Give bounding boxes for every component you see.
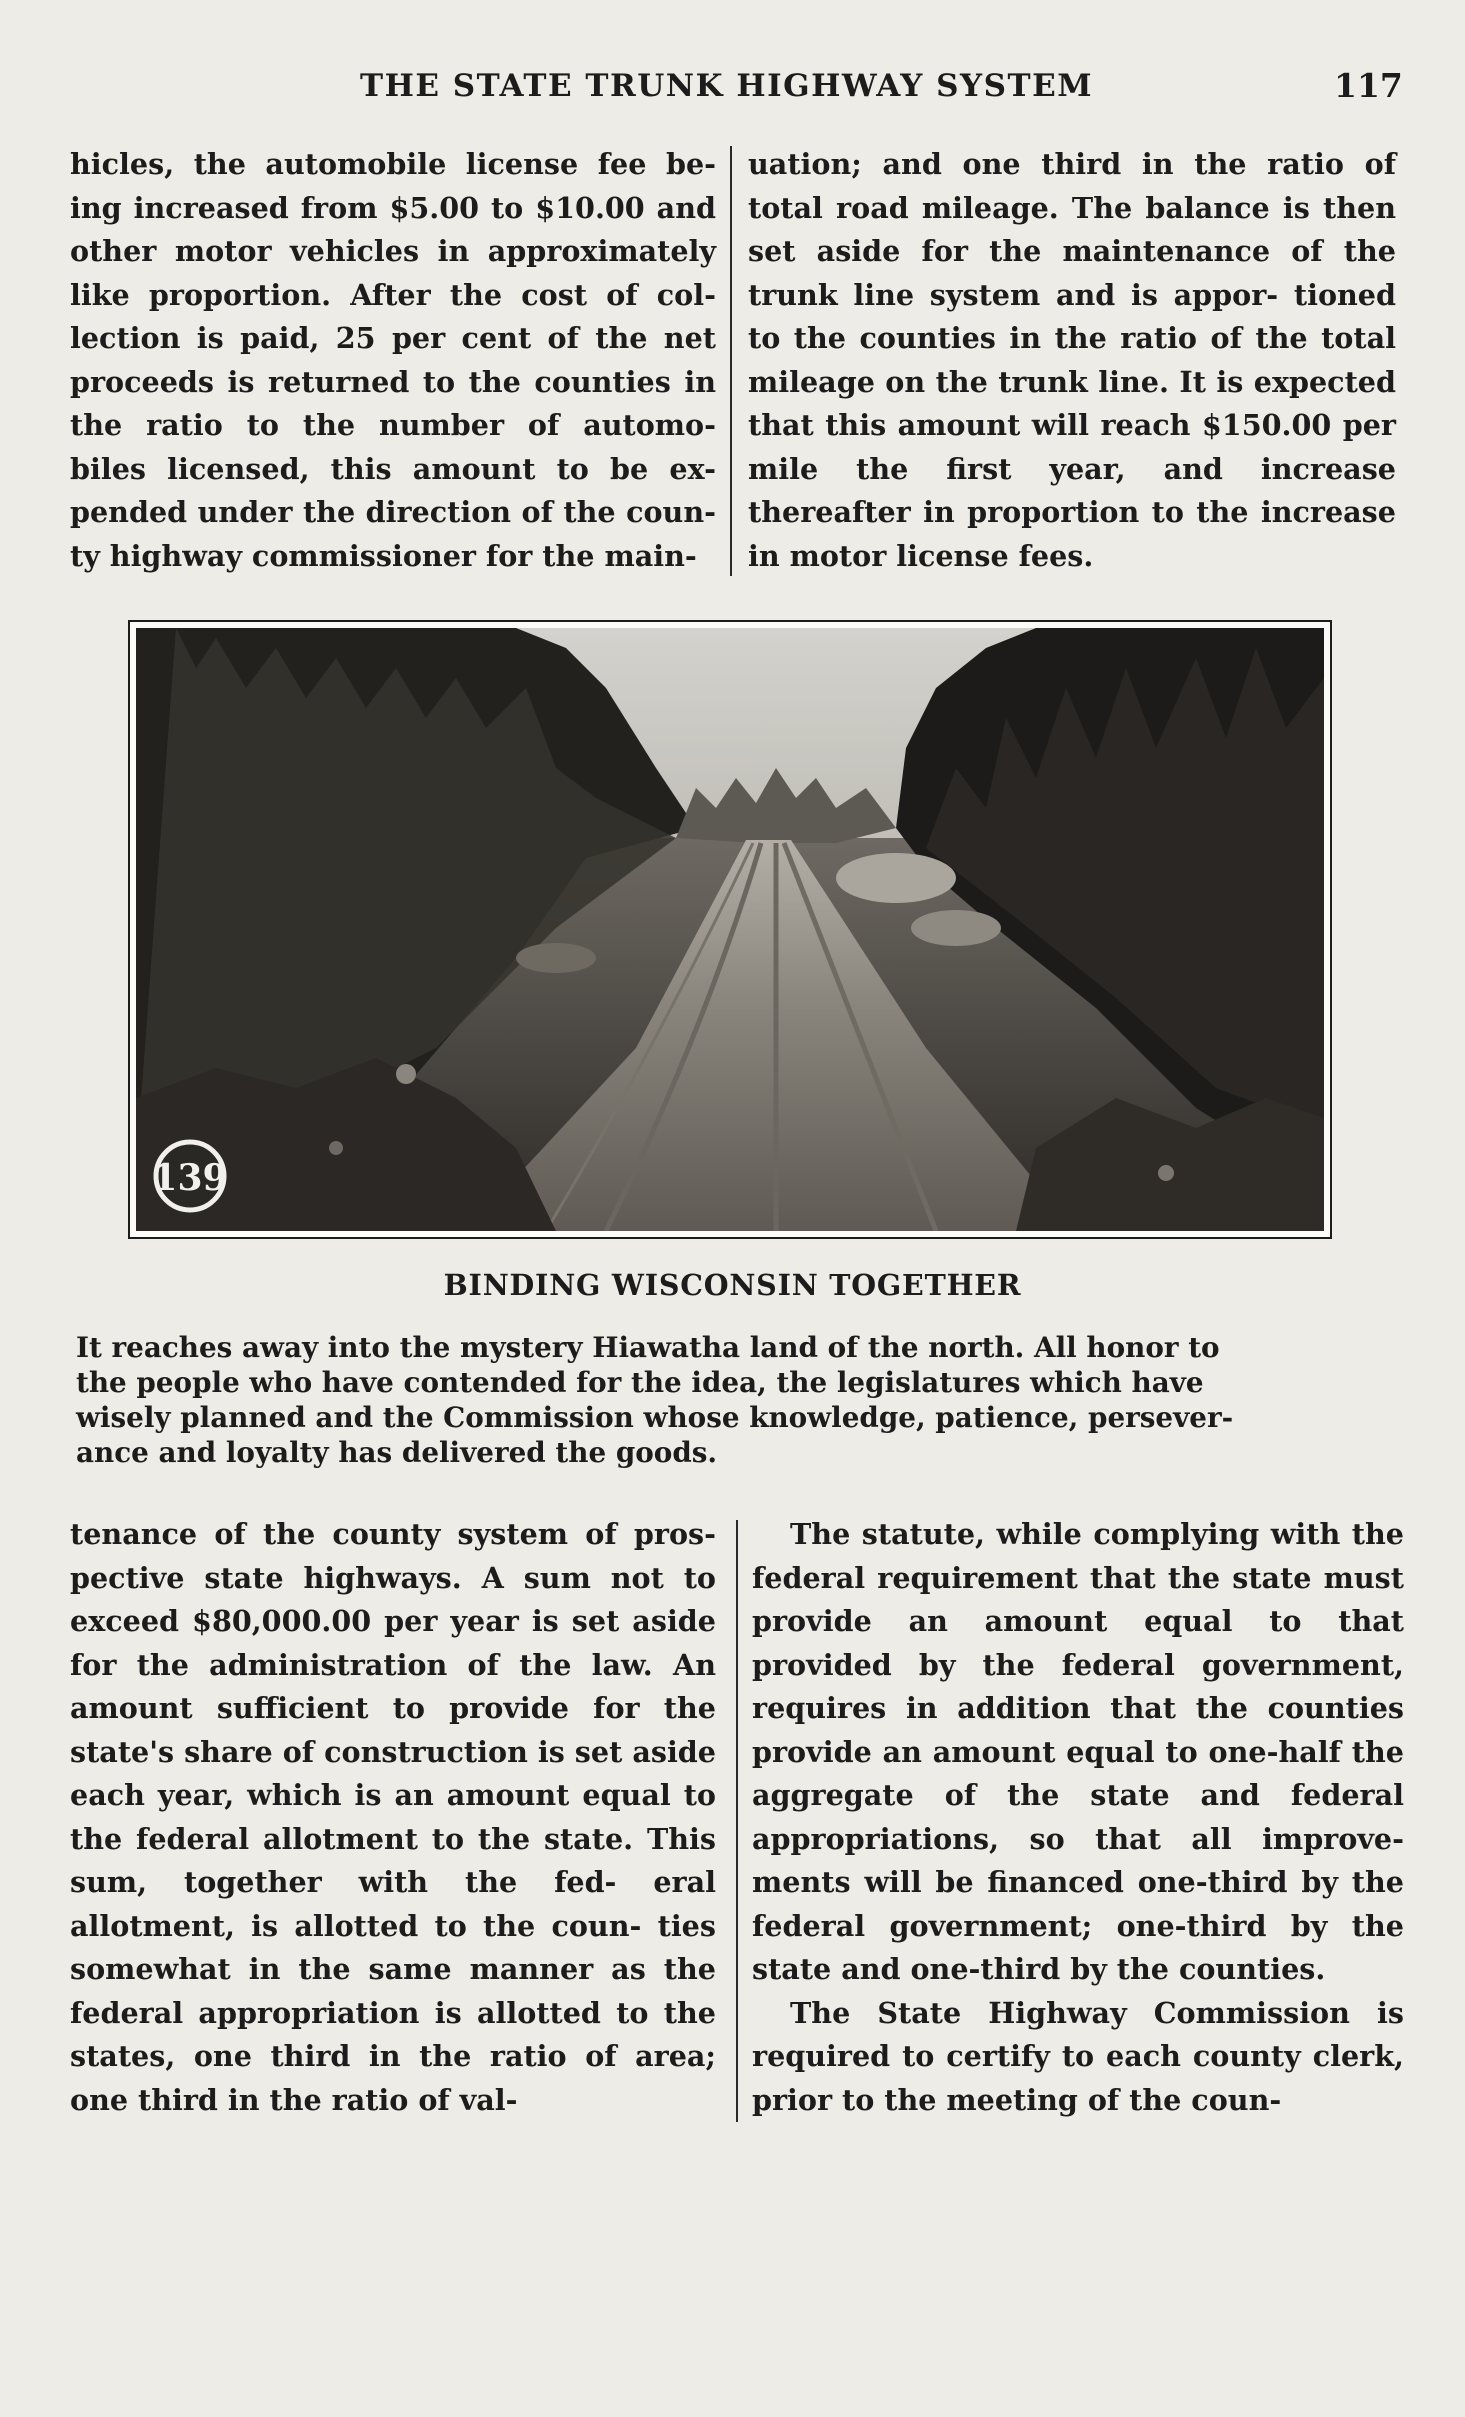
- text-line: in the ratio to the number of automo-: [70, 364, 716, 442]
- photo-number-badge: 139: [152, 1157, 228, 1199]
- text-line: ties somewhat in the same manner as: [70, 1908, 716, 1986]
- bottom-left-column: [70, 1513, 716, 2122]
- text-line: It is expected that this amount will: [748, 364, 1396, 442]
- text-line: pended under the direction of the coun-: [70, 495, 716, 529]
- text-line: ments will be financed one-third by: [752, 1865, 1338, 1899]
- text-line: ing increased from $5.00 to $10.00 and: [70, 190, 716, 225]
- text-line: reach $150.00 per mile the first year,: [748, 408, 1396, 486]
- photo-caption-title: BINDING WISCONSIN TOGETHER: [443, 1268, 1022, 1302]
- text-paragraph: [70, 143, 716, 578]
- top-right-column: [748, 143, 1396, 578]
- text-paragraph: [70, 1513, 716, 2122]
- text-line: then set aside for the maintenance of: [748, 190, 1396, 268]
- text-line: uation; and one third in the ratio of: [748, 147, 1396, 181]
- text-line: the federal appropriation is allotted: [70, 1952, 716, 2030]
- text-line: and increase thereafter in proportion: [748, 451, 1396, 529]
- text-line: equal to the federal allotment to the: [70, 1778, 716, 1856]
- text-line: other motor vehicles in approximately: [70, 234, 716, 268]
- running-title: THE STATE TRUNK HIGHWAY SYSTEM: [360, 68, 1094, 104]
- text-line: the state and one-third by the counties.: [752, 1908, 1404, 1986]
- text-line: the federal requirement that the state: [752, 1517, 1404, 1595]
- text-line: state's share of construction is set: [70, 1734, 623, 1769]
- text-line: provided by the federal government,: [752, 1647, 1404, 1682]
- text-line: requires in addition that the counties: [752, 1691, 1404, 1725]
- column-divider: [736, 1520, 738, 2122]
- text-line: tenance of the county system of pros-: [70, 1517, 716, 1551]
- bottom-right-column: [752, 1513, 1404, 2122]
- text-line: clerk, prior to the meeting of the coun-: [752, 2039, 1404, 2117]
- text-paragraph: [752, 1992, 1404, 2123]
- caption-line: wisely planned and the Commission whose knowledge, patience, persever-: [76, 1401, 1234, 1434]
- text-line: for the administration of the law. An: [70, 1647, 716, 1682]
- text-line: amount sufficient to provide for the: [70, 1691, 716, 1725]
- text-line: must provide an amount equal to that: [752, 1560, 1404, 1638]
- text-line: provide an amount equal to one-half: [752, 1734, 1341, 1769]
- text-paragraph: [752, 1513, 1404, 1992]
- text-line: eral allotment, is allotted to the coun-: [70, 1865, 716, 1943]
- text-line: the federal government; one-third by: [752, 1865, 1404, 1943]
- text-line: required to certify to each county: [752, 2039, 1301, 2073]
- text-line: The State Highway Commission is: [790, 1995, 1404, 2030]
- text-line: lection is paid, 25 per cent of the net: [70, 321, 716, 355]
- text-line: hicles, the automobile license fee be-: [70, 147, 716, 181]
- text-line: appropriations, so that all improve-: [752, 1821, 1404, 1856]
- text-line: total road mileage. The balance is: [748, 190, 1310, 225]
- text-line: biles licensed, this amount to be ex-: [70, 451, 716, 486]
- column-divider: [730, 146, 732, 576]
- text-line: The statute, while complying with: [790, 1517, 1341, 1551]
- road-photograph: [128, 620, 1332, 1239]
- text-line: of area; one third in the ratio of val-: [70, 2039, 716, 2117]
- text-line: to the increase in motor license fees.: [748, 495, 1396, 573]
- text-line: tioned to the counties in the ratio of: [748, 277, 1396, 355]
- text-line: like proportion. After the cost of col-: [70, 277, 716, 312]
- caption-line: It reaches away into the mystery Hiawatha land of the north. All honor to: [76, 1331, 1220, 1364]
- text-paragraph: [748, 143, 1396, 578]
- page-number: 117: [1334, 66, 1403, 105]
- text-line: proceeds is returned to the counties: [70, 364, 671, 399]
- text-line: pective state highways. A sum not to: [70, 1560, 716, 1595]
- text-line: ty highway commissioner for the main-: [70, 538, 697, 573]
- road-scene-image: [136, 628, 1324, 1231]
- text-line: exceed $80,000.00 per year is set aside: [70, 1604, 716, 1638]
- text-line: to the states, one third in the ratio: [70, 1995, 716, 2073]
- caption-line: ance and loyalty has delivered the goods.: [76, 1436, 718, 1469]
- text-line: state. This sum, together with the fed-: [70, 1821, 717, 1899]
- text-line: aside each year, which is an amount: [70, 1734, 716, 1812]
- text-line: the aggregate of the state and federal: [752, 1734, 1404, 1812]
- page-header: [0, 62, 1465, 112]
- text-line: the total mileage on the trunk line.: [748, 321, 1396, 399]
- caption-line: the people who have contended for the idea, the legislatures which have: [76, 1366, 1204, 1399]
- text-line: the trunk line system and is appor-: [748, 234, 1396, 312]
- photo-caption-text: [76, 1330, 1394, 1470]
- top-left-column: [70, 143, 716, 578]
